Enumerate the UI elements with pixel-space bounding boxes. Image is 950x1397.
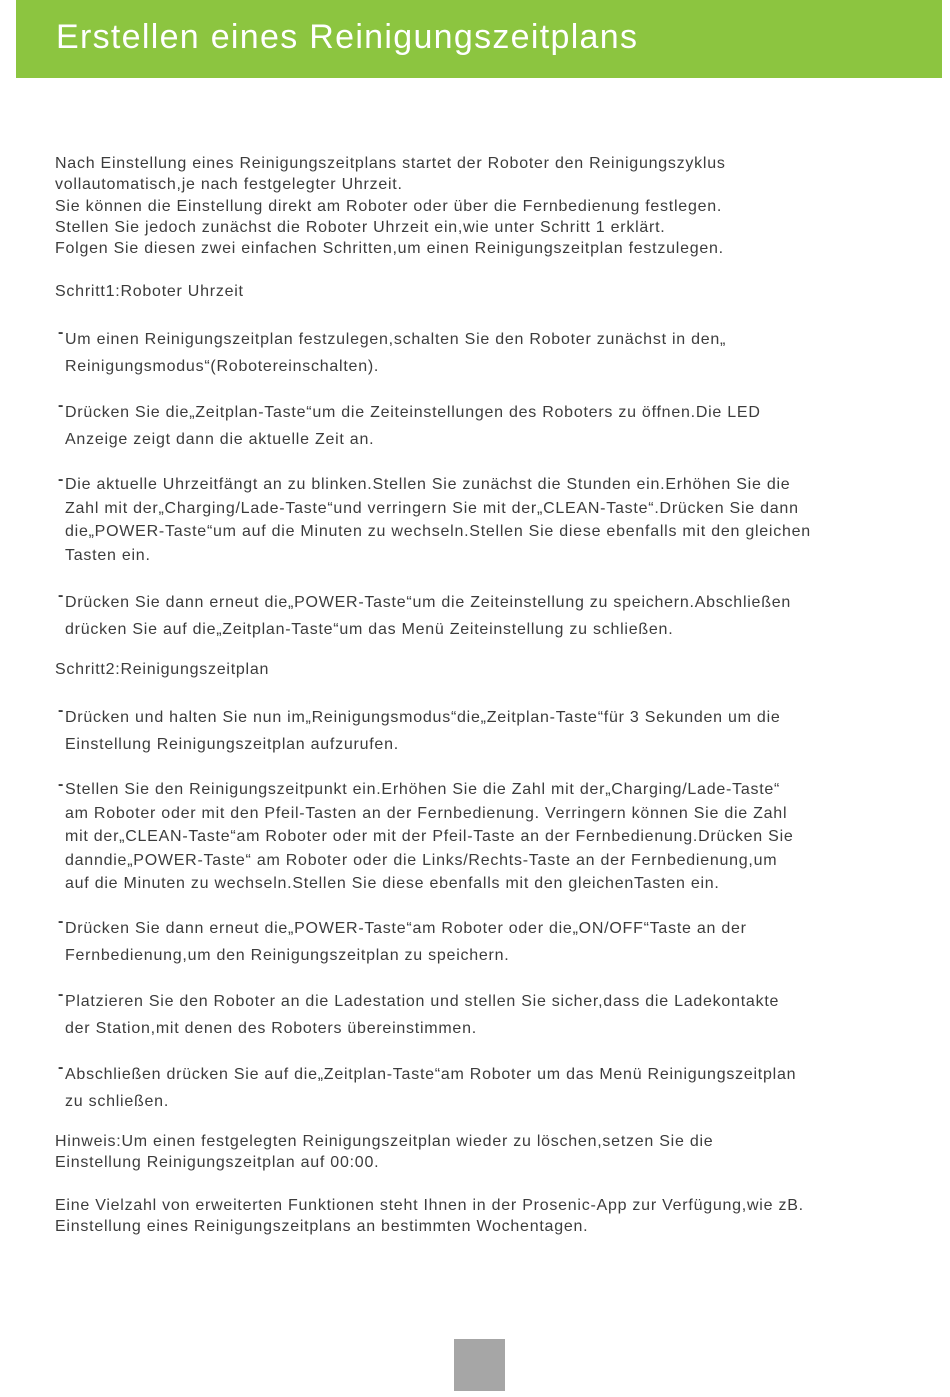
bullet-line: Platzieren Sie den Roboter an die Ladestation und stellen Sie sicher,dass die Ladekontakte xyxy=(65,993,780,1010)
page-title: Erstellen eines Reinigungszeitplans xyxy=(56,18,639,56)
step2-bullet xyxy=(55,988,945,1042)
step1-heading: Schritt1:Roboter Uhrzeit xyxy=(55,283,244,300)
bullet-line: drücken Sie auf die„Zeitplan-Taste“um das Menü Zeiteinstellung zu schließen. xyxy=(65,621,674,638)
bullet-line: Drücken und halten Sie nun im„Reinigungsmodus“die„Zeitplan-Taste“für 3 Sekunden um die xyxy=(65,709,781,726)
bullet-text xyxy=(55,1061,945,1115)
intro-paragraph xyxy=(55,153,726,259)
dash-marker: - xyxy=(58,471,64,488)
bullet-line: Drücken Sie dann erneut die„POWER-Taste“um die Zeiteinstellung zu speichern.Abschließen xyxy=(65,594,792,611)
intro-line: vollautomatisch,je nach festgelegter Uhrzeit. xyxy=(55,176,403,194)
bullet-text xyxy=(55,778,945,896)
intro-line: Stellen Sie jedoch zunächst die Roboter Uhrzeit ein,wie unter Schritt 1 erklärt. xyxy=(55,218,666,236)
bullet-text xyxy=(55,473,945,567)
bullet-text xyxy=(55,326,945,380)
note-line: Einstellung Reinigungszeitplan auf 00:00. xyxy=(55,1154,380,1172)
bullet-text xyxy=(55,589,945,643)
step1-bullet xyxy=(55,399,945,453)
bullet-line: Tasten ein. xyxy=(65,546,151,564)
outro-line: Einstellung eines Reinigungszeitplans an bestimmten Wochentagen. xyxy=(55,1218,589,1236)
step1-bullet xyxy=(55,473,945,567)
note-paragraph xyxy=(55,1131,713,1174)
outro-line: Eine Vielzahl von erweiterten Funktionen steht Ihnen in der Prosenic-App zur Verfügung,wie zB. xyxy=(55,1197,804,1214)
bullet-line: Reinigungsmodus“(Robotereinschalten). xyxy=(65,358,380,375)
bullet-line: Anzeige zeigt dann die aktuelle Zeit an. xyxy=(65,431,375,448)
bullet-text xyxy=(55,988,945,1042)
page-number-box xyxy=(454,1339,505,1391)
step1-bullet xyxy=(55,326,945,380)
bullet-line: Einstellung Reinigungszeitplan aufzurufen. xyxy=(65,736,399,753)
bullet-line: auf die Minuten zu wechseln.Stellen Sie diese ebenfalls mit den gleichenTasten ein. xyxy=(65,875,720,892)
intro-line: Nach Einstellung eines Reinigungszeitplans startet der Roboter den Reinigungszyklus xyxy=(55,155,726,172)
bullet-line: Drücken Sie die„Zeitplan-Taste“um die Zeiteinstellungen des Roboters zu öffnen.Die LED xyxy=(65,404,761,421)
intro-line: Folgen Sie diesen zwei einfachen Schritten,um einen Reinigungszeitplan festzulegen. xyxy=(55,240,724,258)
dash-marker: - xyxy=(58,587,64,604)
bullet-line: Um einen Reinigungszeitplan festzulegen,schalten Sie den Roboter zunächst in den„ xyxy=(65,331,727,348)
dash-marker: - xyxy=(58,913,64,930)
step2-bullet xyxy=(55,1061,945,1115)
bullet-line: zu schließen. xyxy=(65,1093,170,1110)
outro-paragraph xyxy=(55,1195,804,1238)
dash-marker: - xyxy=(58,324,64,341)
dash-marker: - xyxy=(58,702,64,719)
step2-heading: Schritt2:Reinigungszeitplan xyxy=(55,661,270,678)
bullet-line: Stellen Sie den Reinigungszeitpunkt ein.Erhöhen Sie die Zahl mit der„Charging/Lade-Taste“ xyxy=(65,781,781,798)
bullet-line: am Roboter oder mit den Pfeil-Tasten an der Fernbedienung. Verringern können Sie die Zahl xyxy=(65,804,788,822)
bullet-text xyxy=(55,399,945,453)
bullet-text xyxy=(55,915,945,969)
dash-marker: - xyxy=(58,776,64,793)
bullet-line: der Station,mit denen des Roboters übereinstimmen. xyxy=(65,1020,477,1037)
intro-line: Sie können die Einstellung direkt am Roboter oder über die Fernbedienung festlegen. xyxy=(55,197,723,215)
note-line: Hinweis:Um einen festgelegten Reinigungszeitplan wieder zu löschen,setzen Sie die xyxy=(55,1133,714,1150)
dash-marker: - xyxy=(58,986,64,1003)
step2-bullet xyxy=(55,778,945,896)
bullet-line: Abschließen drücken Sie auf die„Zeitplan-Taste“am Roboter um das Menü Reinigungszeitplan xyxy=(65,1066,797,1083)
bullet-line: Drücken Sie dann erneut die„POWER-Taste“am Roboter oder die„ON/OFF“Taste an der xyxy=(65,920,747,937)
step2-bullet xyxy=(55,704,945,758)
bullet-line: danndie„POWER-Taste“ am Roboter oder die Links/Rechts-Taste an der Fernbedienung,um xyxy=(65,851,778,869)
step2-bullet xyxy=(55,915,945,969)
dash-marker: - xyxy=(58,1059,64,1076)
bullet-text xyxy=(55,704,945,758)
bullet-line: die„POWER-Taste“um auf die Minuten zu wechseln.Stellen Sie diese ebenfalls mit den gleichen xyxy=(65,523,811,540)
bullet-line: Die aktuelle Uhrzeitfängt an zu blinken.Stellen Sie zunächst die Stunden ein.Erhöhen Sie die xyxy=(65,476,791,493)
bullet-line: mit der„CLEAN-Taste“am Roboter oder mit der Pfeil-Taste an der Fernbedienung.Drücken Sie xyxy=(65,828,794,845)
bullet-line: Fernbedienung,um den Reinigungszeitplan zu speichern. xyxy=(65,947,510,964)
step1-bullet xyxy=(55,589,945,643)
bullet-line: Zahl mit der„Charging/Lade-Taste“und verringern Sie mit der„CLEAN-Taste“.Drücken Sie dann xyxy=(65,499,799,517)
dash-marker: - xyxy=(58,397,64,414)
